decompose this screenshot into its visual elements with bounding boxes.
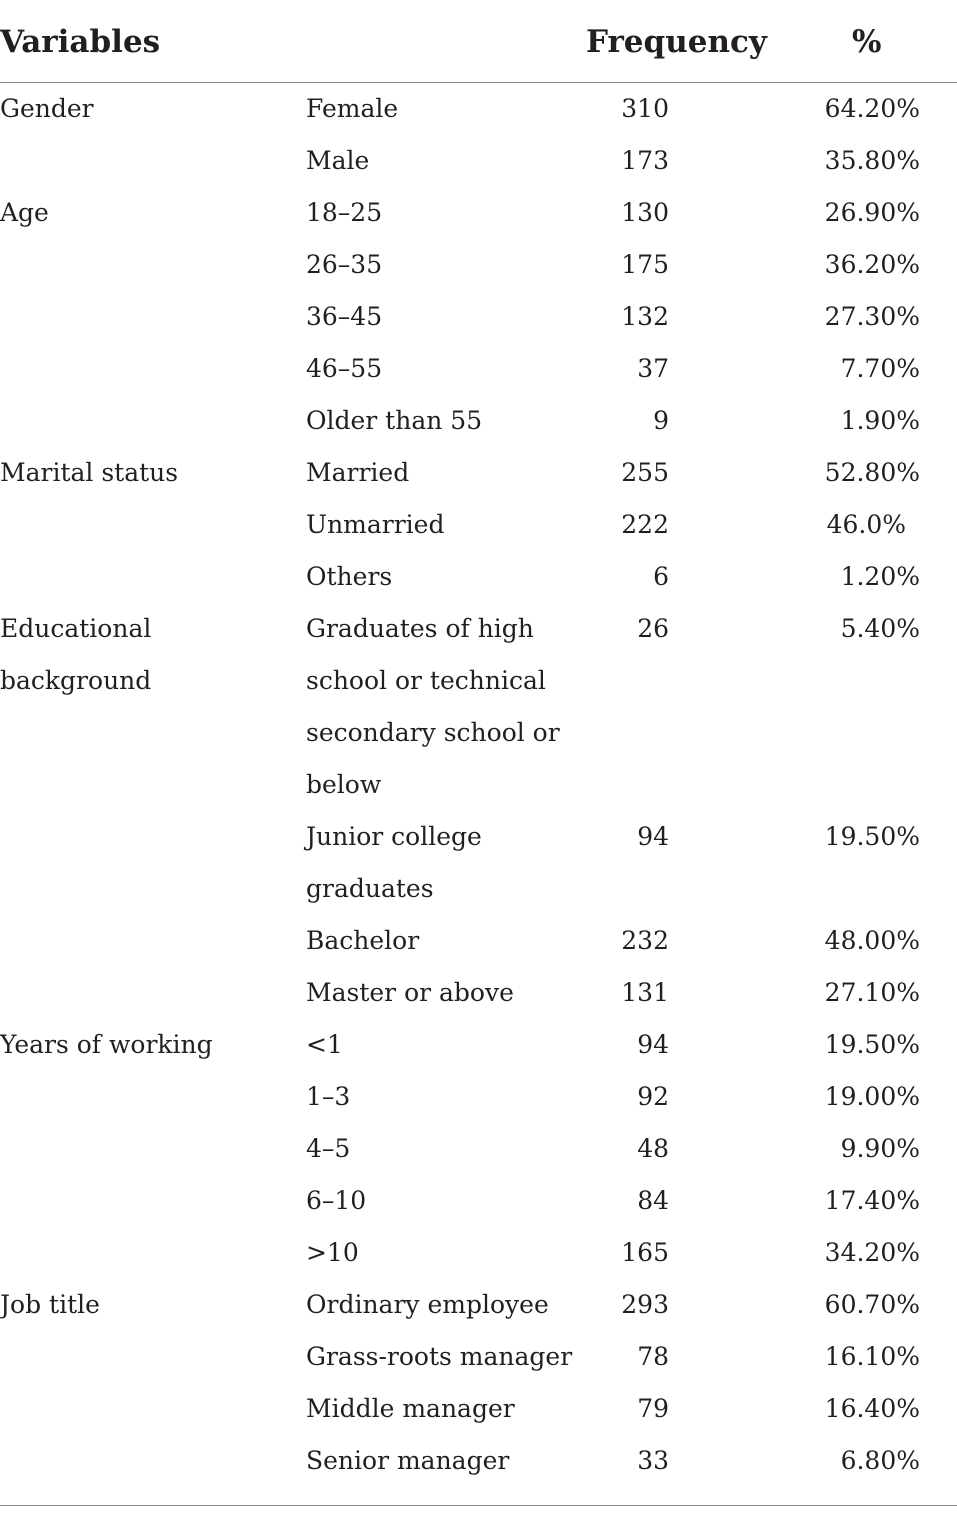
category-label: Female xyxy=(306,94,399,123)
percent-value: 34.20% xyxy=(824,1238,920,1267)
table-header-row xyxy=(0,0,957,83)
percent-value: 5.40% xyxy=(840,614,920,643)
category-label: Male xyxy=(306,146,370,175)
percent-value: 7.70% xyxy=(840,354,920,383)
category-label: <1 xyxy=(306,1030,343,1059)
table-row xyxy=(0,1175,957,1227)
frequency-value: 94 xyxy=(637,1030,669,1059)
variable-label: Years of working xyxy=(0,1030,213,1059)
frequency-value: 26 xyxy=(637,614,669,643)
category-label: graduates xyxy=(306,874,434,903)
frequency-value: 9 xyxy=(653,406,669,435)
table-row xyxy=(0,603,957,811)
percent-value: 1.20% xyxy=(840,562,920,591)
percent-value: 16.10% xyxy=(824,1342,920,1371)
percent-value: 27.30% xyxy=(824,302,920,331)
table-row xyxy=(0,135,957,187)
percent-value: 36.20% xyxy=(824,250,920,279)
table-row xyxy=(0,1019,957,1071)
category-label: 4–5 xyxy=(306,1134,351,1163)
percent-value: 64.20% xyxy=(824,94,920,123)
frequency-value: 130 xyxy=(621,198,669,227)
variable-label: Marital status xyxy=(0,458,179,487)
percent-value: 17.40% xyxy=(824,1186,920,1215)
percent-value: 48.00% xyxy=(824,926,920,955)
frequency-value: 78 xyxy=(637,1342,669,1371)
category-label: Graduates of high xyxy=(306,614,534,643)
table-row xyxy=(0,499,957,551)
category-label: secondary school or xyxy=(306,718,560,747)
table-row xyxy=(0,1435,957,1487)
frequency-value: 94 xyxy=(637,822,669,851)
frequency-value: 33 xyxy=(637,1446,669,1475)
percent-value: 6.80% xyxy=(840,1446,920,1475)
category-label: 36–45 xyxy=(306,302,383,331)
table-row xyxy=(0,811,957,915)
frequency-value: 132 xyxy=(621,302,669,331)
frequency-value: 173 xyxy=(621,146,669,175)
category-label: 18–25 xyxy=(306,198,383,227)
frequency-value: 165 xyxy=(621,1238,669,1267)
variable-label: Educational xyxy=(0,614,152,643)
frequency-value: 84 xyxy=(637,1186,669,1215)
table-row xyxy=(0,967,957,1019)
header-frequency: Frequency xyxy=(586,24,767,60)
frequency-value: 92 xyxy=(637,1082,669,1111)
variable-label: background xyxy=(0,666,152,695)
category-label: 6–10 xyxy=(306,1186,367,1215)
category-label: Junior college xyxy=(306,822,482,851)
frequency-value: 175 xyxy=(621,250,669,279)
table-row xyxy=(0,1331,957,1383)
percent-value: 19.50% xyxy=(824,1030,920,1059)
percent-value: 52.80% xyxy=(824,458,920,487)
frequency-value: 131 xyxy=(621,978,669,1007)
table-row xyxy=(0,1383,957,1435)
table-row xyxy=(0,1227,957,1279)
percent-value: 16.40% xyxy=(824,1394,920,1423)
table-row xyxy=(0,187,957,239)
category-label: 26–35 xyxy=(306,250,383,279)
table-row xyxy=(0,395,957,447)
category-label: Senior manager xyxy=(306,1446,510,1475)
category-label: Others xyxy=(306,562,393,591)
table-row xyxy=(0,447,957,499)
category-label: Unmarried xyxy=(306,510,445,539)
percent-value: 26.90% xyxy=(824,198,920,227)
table-row xyxy=(0,1071,957,1123)
frequency-value: 255 xyxy=(621,458,669,487)
percent-value: 60.70% xyxy=(824,1290,920,1319)
table-row xyxy=(0,343,957,395)
table-row xyxy=(0,239,957,291)
percent-value: 1.90% xyxy=(840,406,920,435)
frequency-value: 79 xyxy=(637,1394,669,1423)
frequency-value: 232 xyxy=(621,926,669,955)
category-label: 1–3 xyxy=(306,1082,351,1111)
table-row xyxy=(0,83,957,135)
percent-value: 9.90% xyxy=(840,1134,920,1163)
percent-value: 46.0% xyxy=(826,510,906,539)
table-body xyxy=(0,83,957,1487)
frequency-value: 48 xyxy=(637,1134,669,1163)
variable-label: Job title xyxy=(0,1290,100,1319)
frequency-value: 222 xyxy=(621,510,669,539)
table-row xyxy=(0,915,957,967)
category-label: 46–55 xyxy=(306,354,383,383)
category-label: Middle manager xyxy=(306,1394,515,1423)
table-row xyxy=(0,1123,957,1175)
category-label: Ordinary employee xyxy=(306,1290,549,1319)
percent-value: 35.80% xyxy=(824,146,920,175)
header-variables: Variables xyxy=(0,24,161,60)
category-label: Master or above xyxy=(306,978,514,1007)
category-label: >10 xyxy=(306,1238,359,1267)
category-label: below xyxy=(306,770,382,799)
frequency-value: 293 xyxy=(621,1290,669,1319)
table-row xyxy=(0,1279,957,1331)
category-label: Married xyxy=(306,458,410,487)
percent-value: 27.10% xyxy=(824,978,920,1007)
frequency-value: 310 xyxy=(621,94,669,123)
percent-value: 19.00% xyxy=(824,1082,920,1111)
category-label: Grass-roots manager xyxy=(306,1342,573,1371)
header-percent: % xyxy=(852,24,882,60)
variable-label: Age xyxy=(0,198,49,227)
category-label: school or technical xyxy=(306,666,546,695)
table-row xyxy=(0,291,957,343)
table-bottom-rule xyxy=(0,1505,957,1506)
frequency-value: 6 xyxy=(653,562,669,591)
percent-value: 19.50% xyxy=(824,822,920,851)
category-label: Older than 55 xyxy=(306,406,483,435)
variable-label: Gender xyxy=(0,94,94,123)
frequency-value: 37 xyxy=(637,354,669,383)
category-label: Bachelor xyxy=(306,926,420,955)
table-row xyxy=(0,551,957,603)
